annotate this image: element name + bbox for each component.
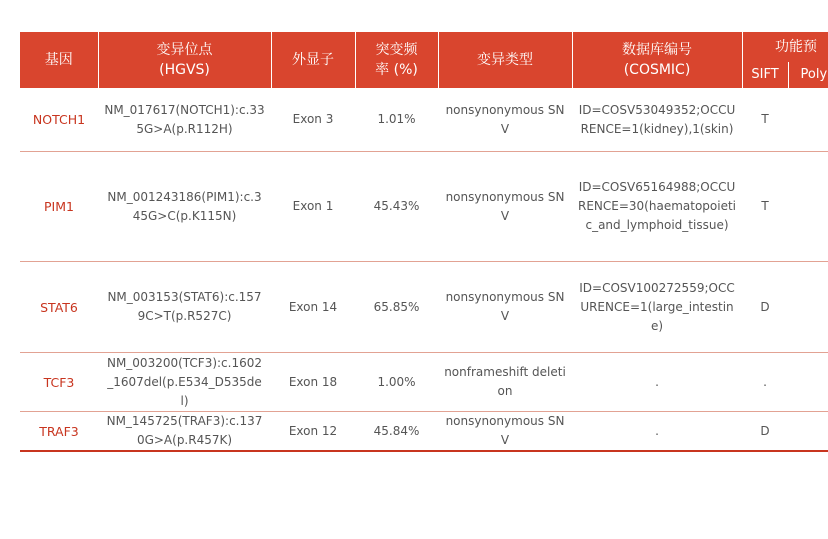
cell-gene: PIM1 [20, 152, 98, 262]
header-function-prediction: 功能预 [742, 32, 828, 62]
cell-cosmic: ID=COSV65164988;OCCURENCE=30(haematopoietic_and_lymphoid_tissue) [572, 152, 742, 262]
header-exon: 外显子 [271, 32, 355, 88]
cell-variant-type: nonsynonymous SNV [438, 412, 572, 452]
cell-polyphen [788, 262, 828, 353]
cell-hgvs: NM_001243186(PIM1):c.345G>C(p.K115N) [98, 152, 271, 262]
cell-frequency: 1.00% [355, 353, 438, 412]
cell-frequency: 65.85% [355, 262, 438, 353]
cell-polyphen [788, 152, 828, 262]
header-frequency: 突变频 率 (%) [355, 32, 438, 88]
table-row [20, 152, 828, 262]
cell-sift: T [742, 88, 788, 152]
cell-sift: D [742, 262, 788, 353]
cell-exon: Exon 1 [271, 152, 355, 262]
header-sift: SIFT [742, 62, 788, 88]
mutation-table-container [20, 32, 828, 452]
cell-variant-type: nonsynonymous SNV [438, 88, 572, 152]
table-row [20, 412, 828, 452]
table-row [20, 262, 828, 353]
cell-frequency: 1.01% [355, 88, 438, 152]
cell-gene: STAT6 [20, 262, 98, 353]
cell-cosmic: ID=COSV100272559;OCCURENCE=1(large_intestine) [572, 262, 742, 353]
header-polyphen: Poly [788, 62, 828, 88]
cell-gene: NOTCH1 [20, 88, 98, 152]
cell-polyphen [788, 88, 828, 152]
cell-variant-type: nonsynonymous SNV [438, 262, 572, 353]
cell-cosmic: . [572, 353, 742, 412]
cell-exon: Exon 12 [271, 412, 355, 452]
cell-exon: Exon 18 [271, 353, 355, 412]
cell-exon: Exon 3 [271, 88, 355, 152]
cell-sift: D [742, 412, 788, 452]
cell-variant-type: nonframeshift deletion [438, 353, 572, 412]
header-cosmic: 数据库编号 (COSMIC) [572, 32, 742, 88]
cell-gene: TCF3 [20, 353, 98, 412]
cell-variant-type: nonsynonymous SNV [438, 152, 572, 262]
header-variant-type: 变异类型 [438, 32, 572, 88]
mutation-table [20, 32, 828, 452]
cell-cosmic: . [572, 412, 742, 452]
cell-exon: Exon 14 [271, 262, 355, 353]
cell-polyphen [788, 412, 828, 452]
cell-sift: . [742, 353, 788, 412]
cell-polyphen [788, 353, 828, 412]
cell-hgvs: NM_003153(STAT6):c.1579C>T(p.R527C) [98, 262, 271, 353]
header-hgvs: 变异位点 (HGVS) [98, 32, 271, 88]
header-gene: 基因 [20, 32, 98, 88]
cell-hgvs: NM_017617(NOTCH1):c.335G>A(p.R112H) [98, 88, 271, 152]
cell-cosmic: ID=COSV53049352;OCCURENCE=1(kidney),1(skin) [572, 88, 742, 152]
cell-frequency: 45.84% [355, 412, 438, 452]
cell-hgvs: NM_003200(TCF3):c.1602_1607del(p.E534_D535del) [98, 353, 271, 412]
cell-hgvs: NM_145725(TRAF3):c.1370G>A(p.R457K) [98, 412, 271, 452]
cell-sift: T [742, 152, 788, 262]
table-row [20, 353, 828, 412]
cell-gene: TRAF3 [20, 412, 98, 452]
cell-frequency: 45.43% [355, 152, 438, 262]
table-row [20, 88, 828, 152]
